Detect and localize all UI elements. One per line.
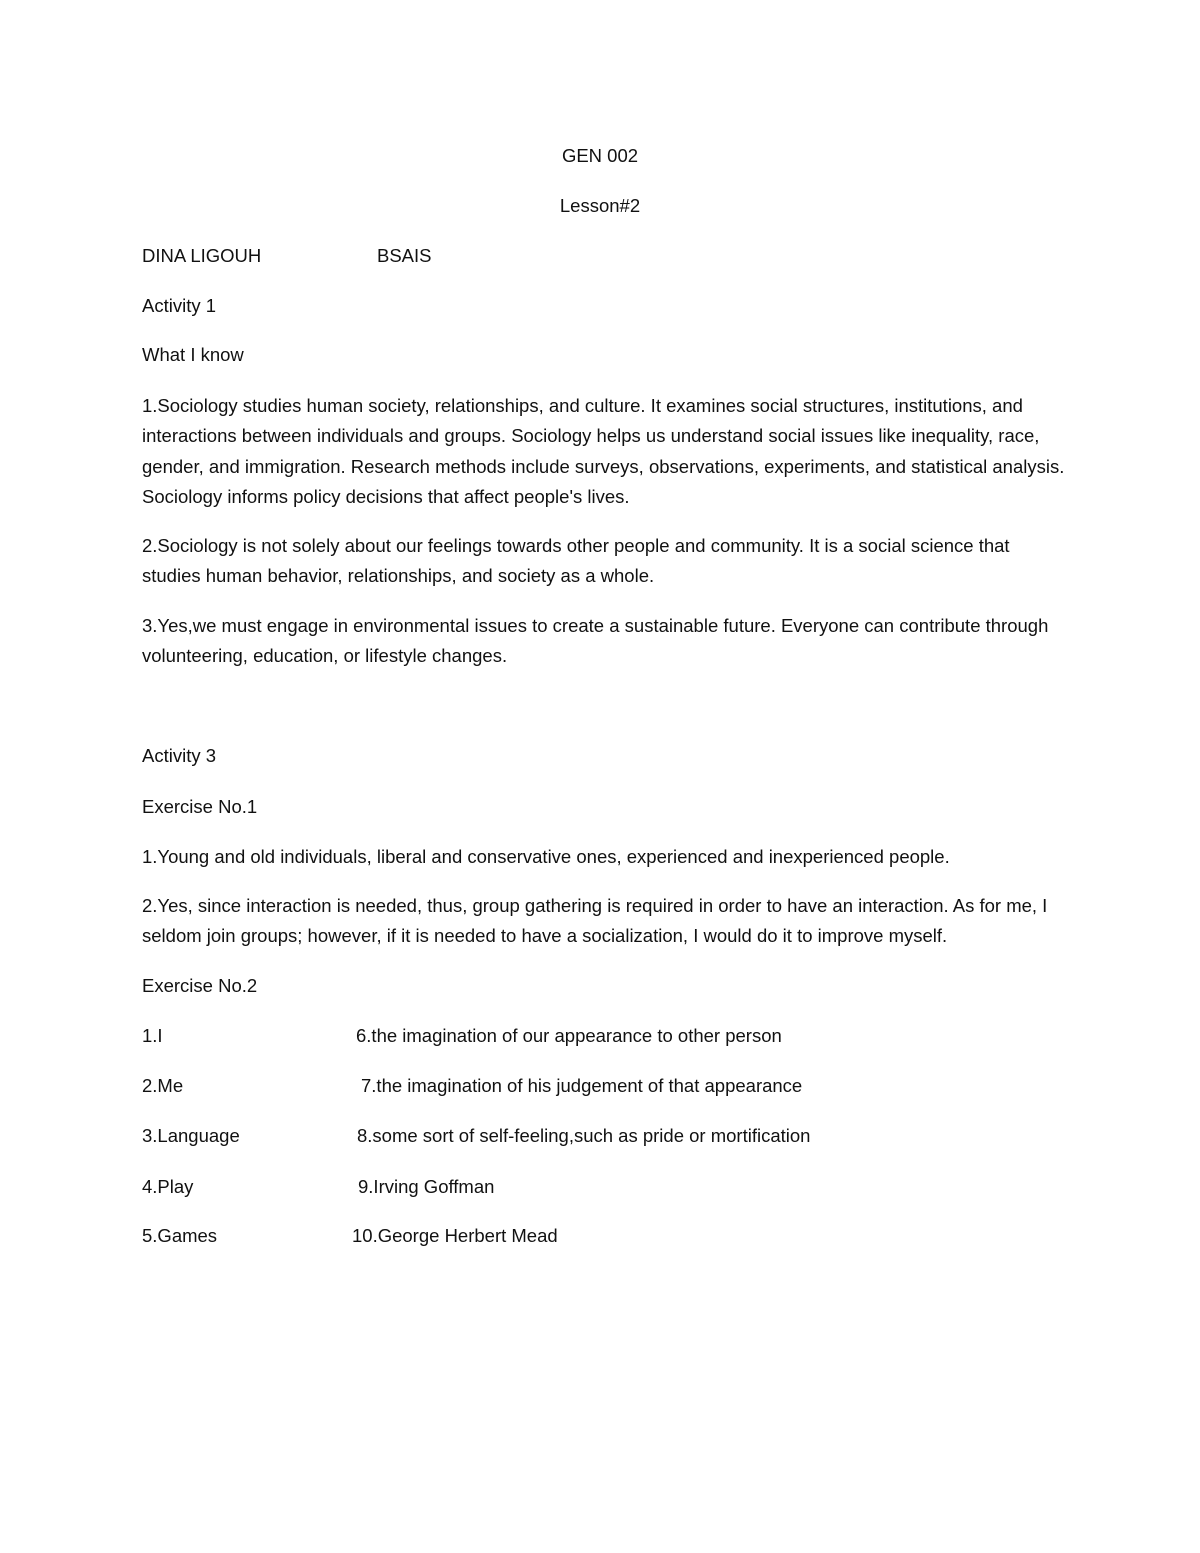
exercise-2-right-item: 7.the imagination of his judgement of that appearance	[361, 1075, 803, 1096]
lesson-title: Lesson#2	[559, 195, 641, 216]
activity-1-answer-1: 1.Sociology studies human society, relationships, and culture. It examines social structures, institutions, and interactions between individuals and groups. Sociology helps us understand social issues like inequality, race, gender, and immigration. Research methods include surveys, observations, experiments, and statistical analysis. Sociology informs policy decisions that affect people's lives.	[142, 395, 1065, 507]
activity-3-heading: Activity 3	[142, 745, 217, 766]
exercise-2-right-item: 8.some sort of self-feeling,such as pride or mortification	[357, 1125, 811, 1146]
exercise-2-right-item: 10.George Herbert Mead	[352, 1225, 558, 1246]
exercise-1-answer-2: 2.Yes, since interaction is needed, thus, group gathering is required in order to have an interaction. As for me, I seldom join groups; however, if it is needed to have a socialization, I would do it to improve myself.	[142, 895, 1048, 947]
activity-1-answer-3: 3.Yes,we must engage in environmental issues to create a sustainable future. Everyone can contribute through volunteering, education, or lifestyle changes.	[142, 615, 1049, 667]
exercise-1-answer-1: 1.Young and old individuals, liberal and conservative ones, experienced and inexperienced people.	[142, 846, 950, 867]
activity-1-answer-2: 2.Sociology is not solely about our feelings towards other people and community. It is a social science that studies human behavior, relationships, and society as a whole.	[142, 535, 1010, 587]
student-name: DINA LIGOUH	[142, 245, 262, 266]
activity-1-heading: Activity 1	[142, 295, 217, 316]
exercise-2-right-item: 6.the imagination of our appearance to other person	[356, 1025, 782, 1046]
exercise-2-heading: Exercise No.2	[142, 975, 258, 996]
course-title: GEN 002	[561, 145, 639, 166]
exercise-2-left-item: 4.Play	[142, 1176, 194, 1197]
exercise-2-left-item: 2.Me	[142, 1075, 184, 1096]
program-name: BSAIS	[377, 245, 432, 266]
what-i-know-heading: What I know	[142, 344, 244, 365]
exercise-2-left-item: 5.Games	[142, 1225, 218, 1246]
exercise-2-left-item: 1.I	[142, 1025, 163, 1046]
exercise-2-left-item: 3.Language	[142, 1125, 240, 1146]
exercise-2-right-item: 9.Irving Goffman	[358, 1176, 495, 1197]
exercise-1-heading: Exercise No.1	[142, 796, 258, 817]
